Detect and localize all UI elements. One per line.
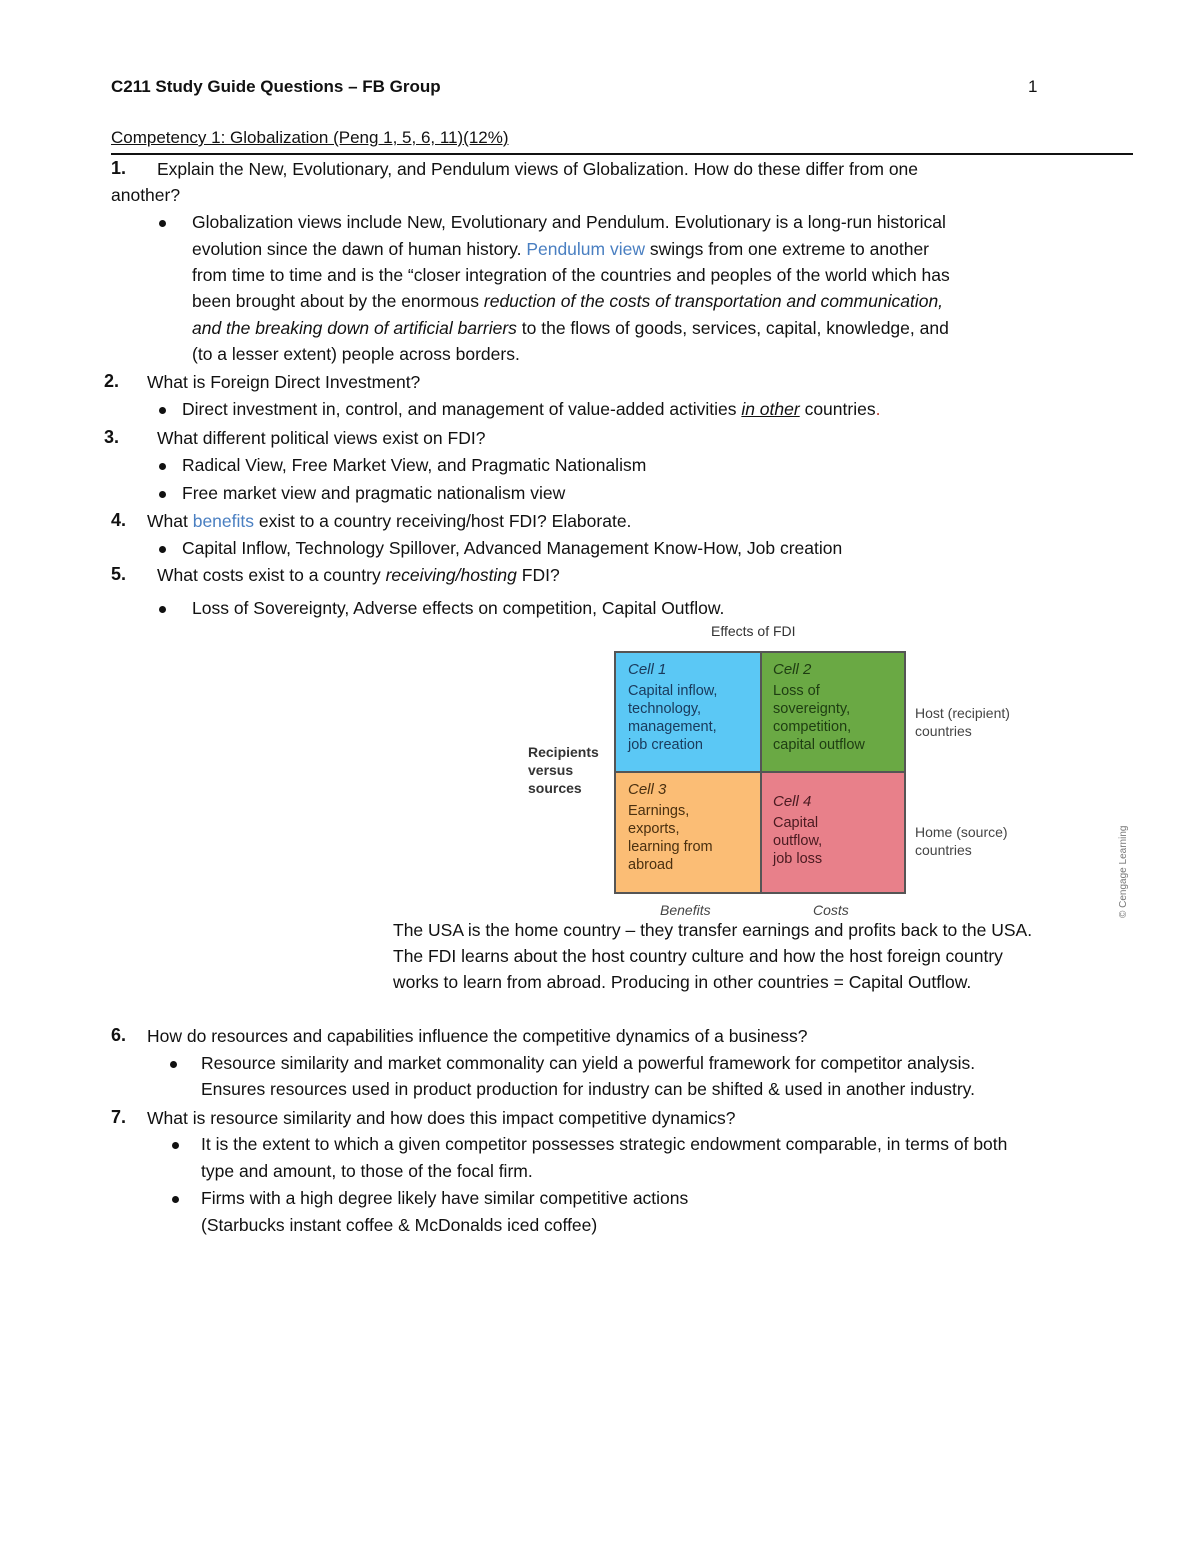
answer-7-line: type and amount, to those of the focal firm. bbox=[201, 1161, 533, 1181]
bullet-icon bbox=[159, 546, 166, 553]
question-4-text: What benefits exist to a country receiving/host FDI? Elaborate. bbox=[147, 511, 632, 531]
answer-7-line: Firms with a high degree likely have similar competitive actions bbox=[201, 1188, 689, 1208]
bullet-icon bbox=[159, 407, 166, 414]
answer-7-line: It is the extent to which a given competitor possesses strategic endowment comparable, in terms of both bbox=[201, 1134, 1008, 1154]
answer-2: Direct investment in, control, and management of value-added activities in other countries. bbox=[182, 399, 881, 419]
matrix-cell-3: Cell 3 Earnings, exports, learning from abroad bbox=[616, 773, 760, 892]
answer-4: Capital Inflow, Technology Spillover, Advanced Management Know-How, Job creation bbox=[182, 538, 843, 558]
answer-3-item: Radical View, Free Market View, and Pragmatic Nationalism bbox=[182, 455, 647, 475]
figure-note-line: The USA is the home country – they transfer earnings and profits back to the USA. bbox=[393, 920, 1033, 940]
bullet-icon bbox=[170, 1061, 177, 1068]
matrix-cell-2: Cell 2 Loss of sovereignty, competition, capital outflow bbox=[761, 653, 904, 772]
answer-6-line: Ensures resources used in product production for industry can be shifted & used in another industry. bbox=[201, 1079, 975, 1099]
question-1-number: 1. bbox=[111, 158, 127, 178]
answer-1-line: from time to time and is the “closer integration of the countries and peoples of the world which has bbox=[192, 265, 950, 285]
document-title: C211 Study Guide Questions – FB Group bbox=[111, 77, 441, 96]
bullet-icon bbox=[159, 463, 166, 470]
question-1-text: Explain the New, Evolutionary, and Pendulum views of Globalization. How do these differ from one bbox=[157, 159, 919, 179]
matrix-cell-1: Cell 1 Capital inflow, technology, management, job creation bbox=[616, 653, 760, 772]
answer-7-line: (Starbucks instant coffee & McDonalds iced coffee) bbox=[201, 1215, 598, 1235]
answer-6-line: Resource similarity and market commonality can yield a powerful framework for competitor analysis. bbox=[201, 1053, 976, 1073]
answer-1-line: evolution since the dawn of human history. Pendulum view swings from one extreme to another bbox=[192, 239, 930, 259]
costs-axis-label: Costs bbox=[813, 902, 849, 918]
answer-3-item: Free market view and pragmatic nationalism view bbox=[182, 483, 566, 503]
question-2-number: 2. bbox=[104, 371, 120, 391]
question-7-number: 7. bbox=[111, 1107, 127, 1127]
question-5-number: 5. bbox=[111, 564, 127, 584]
answer-1-line: (to a lesser extent) people across borders. bbox=[192, 344, 520, 364]
question-3-number: 3. bbox=[104, 427, 120, 447]
question-6-text: How do resources and capabilities influence the competitive dynamics of a business? bbox=[147, 1026, 808, 1046]
bullet-icon bbox=[172, 1142, 179, 1149]
competency-heading: Competency 1: Globalization (Peng 1, 5, 6, 11)(12%) bbox=[111, 128, 509, 147]
question-2-text: What is Foreign Direct Investment? bbox=[147, 372, 421, 392]
answer-1-line: Globalization views include New, Evolutionary and Pendulum. Evolutionary is a long-run historical bbox=[192, 212, 946, 232]
question-5-text: What costs exist to a country receiving/hosting FDI? bbox=[157, 565, 560, 585]
benefits-axis-label: Benefits bbox=[660, 902, 711, 918]
question-1-text-cont: another? bbox=[111, 185, 181, 205]
bullet-icon bbox=[159, 220, 166, 227]
question-4-number: 4. bbox=[111, 510, 127, 530]
matrix-cell-4: Cell 4 Capital outflow, job loss bbox=[761, 773, 904, 892]
page-number: 1 bbox=[1028, 77, 1038, 96]
matrix-divider-horizontal bbox=[614, 771, 906, 773]
bullet-icon bbox=[159, 606, 166, 613]
host-countries-label: Host (recipient) countries bbox=[915, 705, 1010, 739]
home-countries-label: Home (source) countries bbox=[915, 824, 1008, 858]
figure-note-line: works to learn from abroad. Producing in other countries = Capital Outflow. bbox=[393, 972, 972, 992]
figure-title: Effects of FDI bbox=[711, 623, 796, 639]
question-7-text: What is resource similarity and how does this impact competitive dynamics? bbox=[147, 1108, 736, 1128]
question-3-text: What different political views exist on FDI? bbox=[157, 428, 486, 448]
bullet-icon bbox=[172, 1196, 179, 1203]
answer-1-line: and the breaking down of artificial barriers to the flows of goods, services, capital, knowledge, and bbox=[192, 318, 949, 338]
heading-rule bbox=[111, 153, 1133, 155]
answer-5: Loss of Sovereignty, Adverse effects on competition, Capital Outflow. bbox=[192, 598, 725, 618]
question-6-number: 6. bbox=[111, 1025, 127, 1045]
figure-note-line: The FDI learns about the host country culture and how the host foreign country bbox=[393, 946, 1003, 966]
image-credit: © Cengage Learning bbox=[1118, 825, 1129, 918]
figure-row-label: Recipients versus sources bbox=[528, 744, 599, 796]
answer-1-line: been brought about by the enormous reduction of the costs of transportation and communication, bbox=[192, 291, 944, 311]
bullet-icon bbox=[159, 491, 166, 498]
